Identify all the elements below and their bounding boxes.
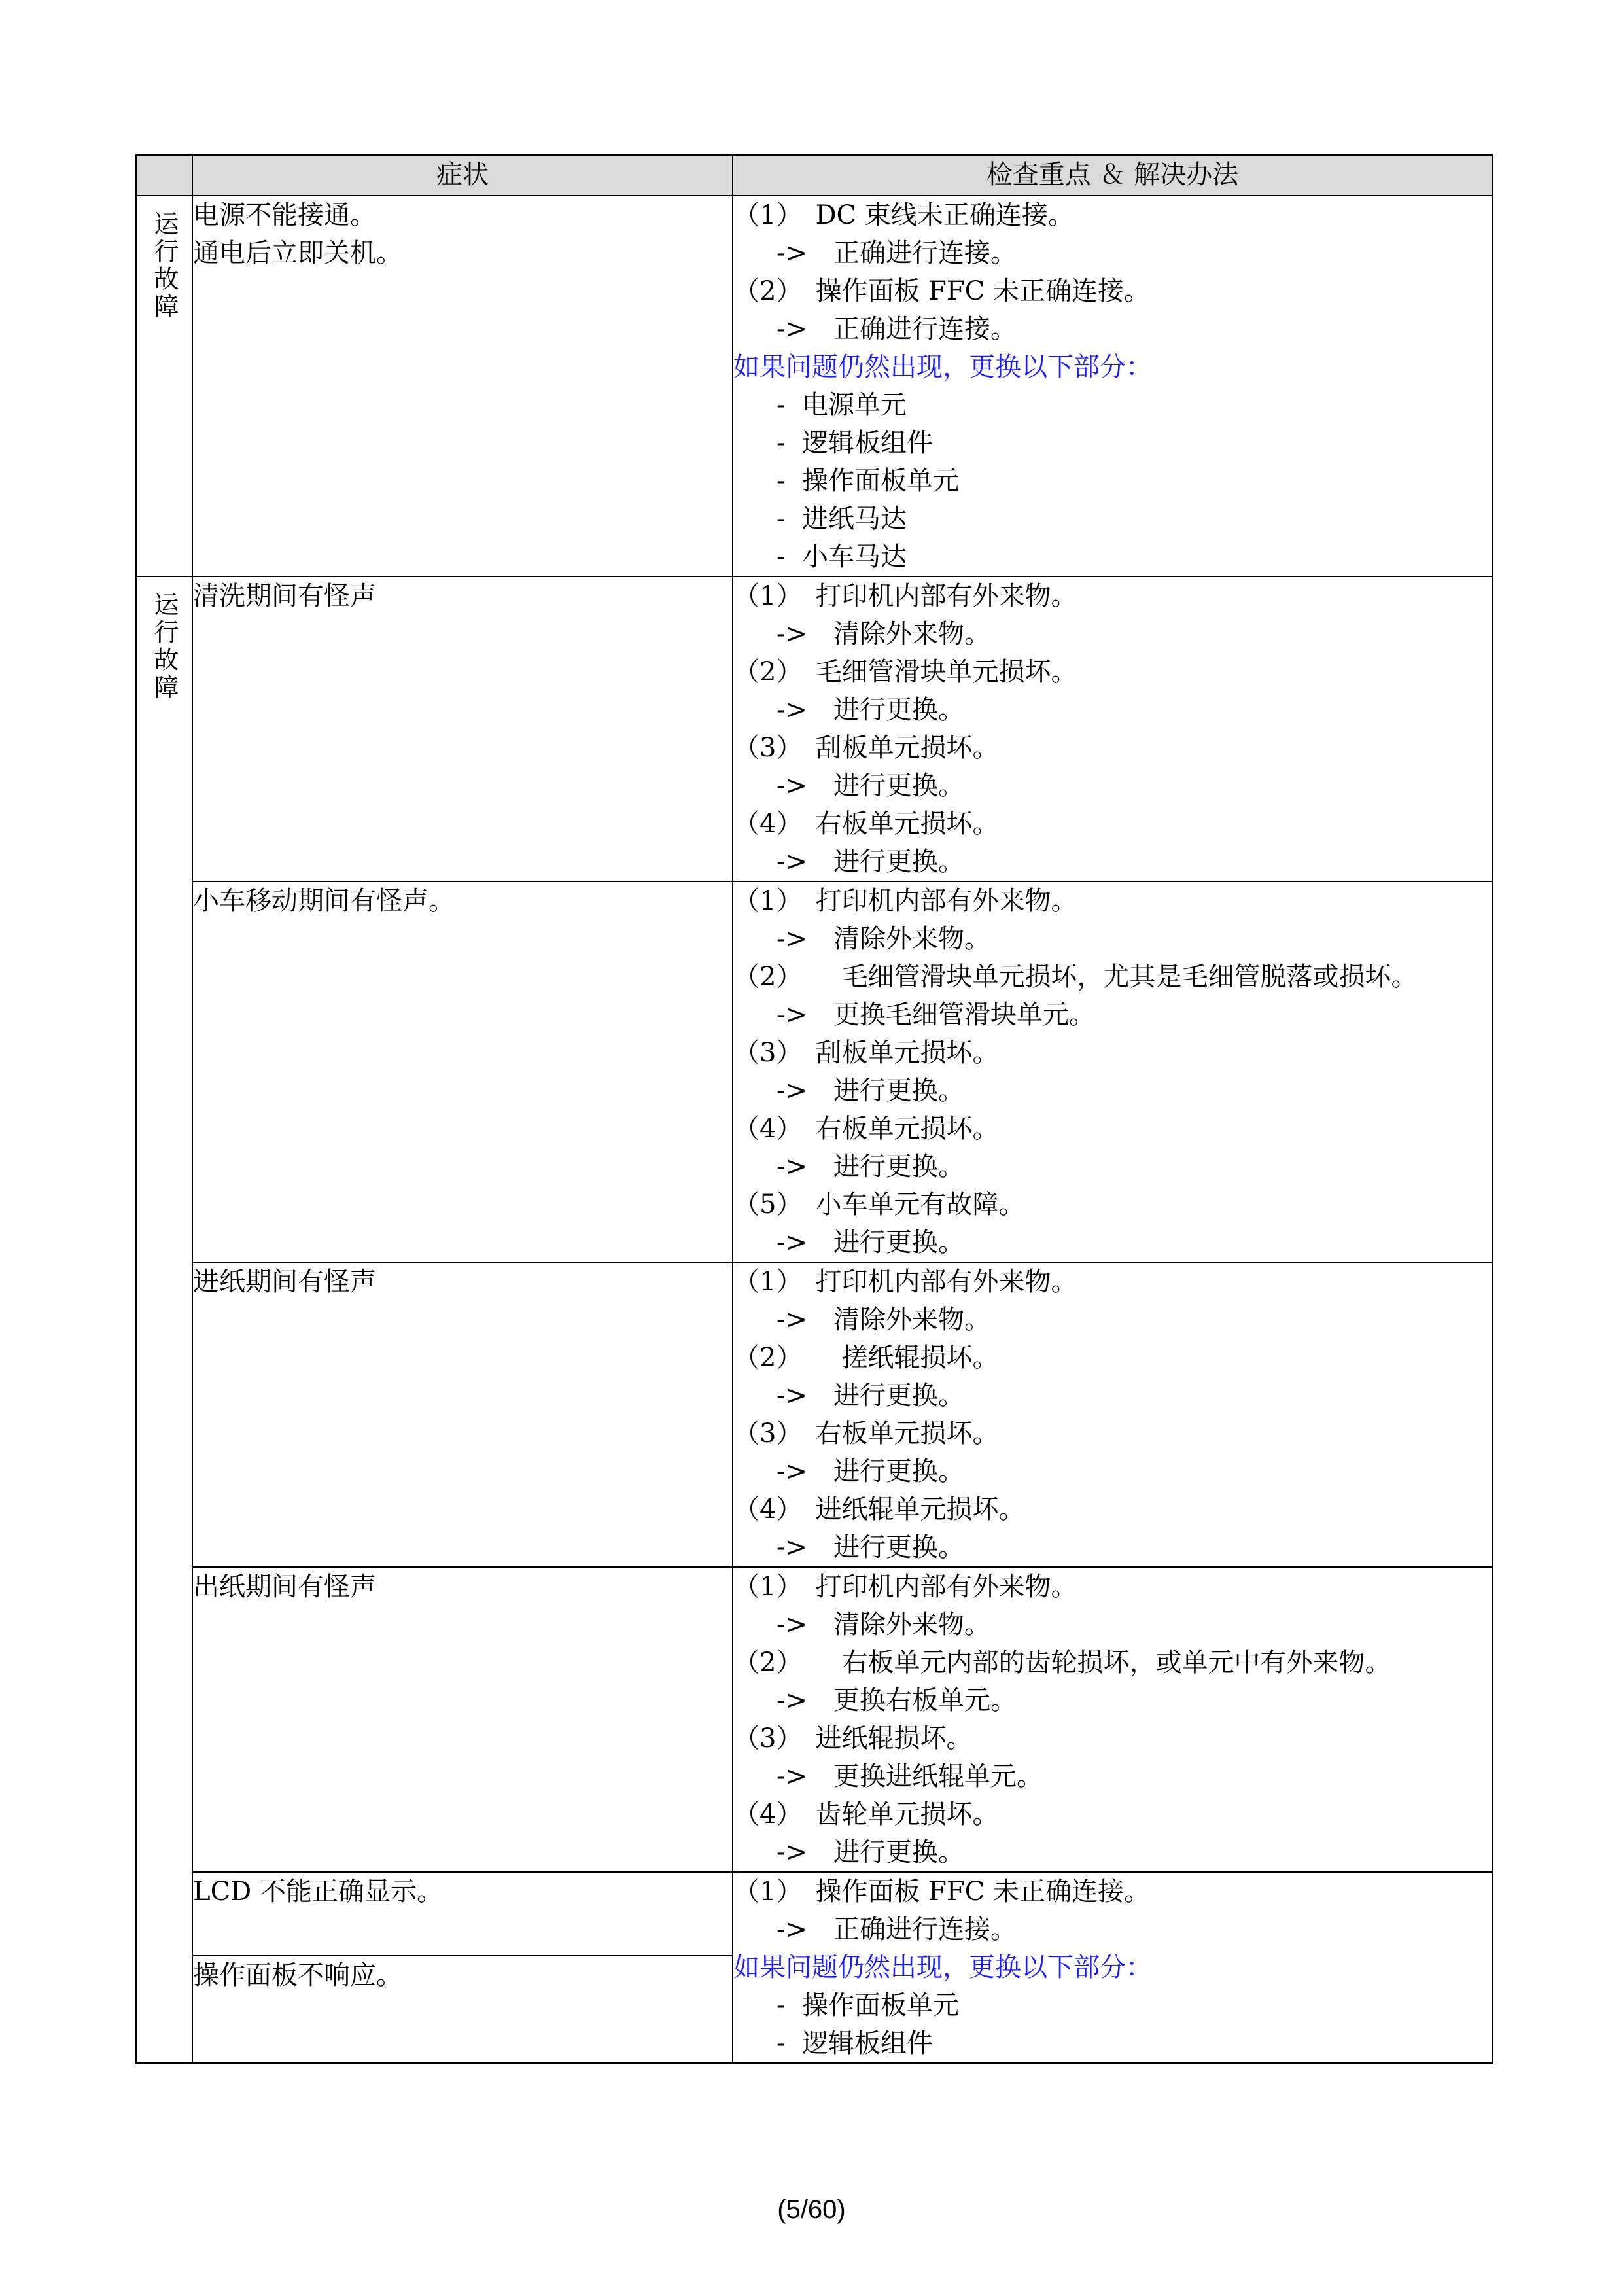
solution-step: - 逻辑板组件 (777, 2028, 933, 2058)
solution-step: -> 进行更换。 (777, 1837, 965, 1867)
check-item: （1） 打印机内部有外来物。 (733, 1572, 1077, 1602)
symptom-text: 操作面板不响应。 (193, 1960, 402, 1990)
replacement-note: 如果问题仍然出现，更换以下部分： (733, 1952, 1152, 1983)
check-item: （2） 毛细管滑块单元损坏，尤其是毛细管脱落或损坏。 (733, 962, 1418, 992)
symptom-text: 进纸期间有怪声 (193, 1267, 376, 1297)
table-row (136, 196, 1492, 576)
solution-step: - 电源单元 (777, 390, 907, 420)
table-header-row (136, 155, 1492, 196)
check-item: （1） 打印机内部有外来物。 (733, 886, 1077, 916)
solution-step: -> 进行更换。 (777, 1152, 965, 1182)
symptom-text: 电源不能接通。 (193, 200, 376, 230)
solution-step: -> 进行更换。 (777, 1227, 965, 1258)
table-row (136, 1262, 1492, 1567)
symptom-cell (192, 881, 733, 1262)
symptom-cell (192, 576, 733, 881)
solution-cell (733, 1567, 1492, 1872)
solution-step: -> 进行更换。 (777, 1381, 965, 1411)
solution-header: 检查重点 ＆ 解决办法 (733, 155, 1492, 196)
check-item: （1） 打印机内部有外来物。 (733, 1267, 1077, 1297)
table-row (136, 881, 1492, 1262)
symptom-text: 出纸期间有怪声 (193, 1572, 376, 1602)
last-solution-cell (733, 1872, 1492, 2063)
check-item: （4） 齿轮单元损坏。 (733, 1799, 999, 1829)
symptom-cell (192, 1872, 733, 1956)
check-item: （4） 右板单元损坏。 (733, 1114, 999, 1144)
table-body (136, 196, 1492, 2063)
solution-step: -> 更换进纸辊单元。 (777, 1761, 1043, 1792)
check-item: （1） 操作面板 FFC 未正确连接。 (733, 1877, 1150, 1907)
table-row (136, 1872, 1492, 1956)
solution-step: -> 清除外来物。 (777, 619, 991, 649)
symptom-text: 清洗期间有怪声 (193, 581, 376, 611)
category-cell-power (136, 196, 192, 576)
solution-step: -> 清除外来物。 (777, 924, 991, 954)
solution-step: -> 进行更换。 (777, 847, 965, 877)
solution-step: -> 更换毛细管滑块单元。 (777, 1000, 1096, 1030)
solution-step: - 操作面板单元 (777, 466, 959, 496)
symptom-header: 症状 (192, 155, 733, 196)
check-item: （1） DC 束线未正确连接。 (733, 200, 1074, 230)
solution-step: - 小车马达 (777, 542, 907, 572)
symptom-cell (192, 1567, 733, 1872)
solution-step: -> 进行更换。 (777, 1076, 965, 1106)
solution-step: -> 进行更换。 (777, 771, 965, 801)
solution-cell (733, 1262, 1492, 1567)
check-item: （2） 搓纸辊损坏。 (733, 1343, 999, 1373)
check-item: （2） 操作面板 FFC 未正确连接。 (733, 276, 1150, 306)
symptom-cell (192, 1956, 733, 2063)
table-row (136, 576, 1492, 881)
solution-step: -> 正确进行连接。 (777, 314, 1017, 344)
solution-step: -> 正确进行连接。 (777, 238, 1017, 268)
solution-cell (733, 576, 1492, 881)
solution-step: -> 清除外来物。 (777, 1305, 991, 1335)
check-item: （2） 右板单元内部的齿轮损坏，或单元中有外来物。 (733, 1648, 1391, 1678)
solution-step: -> 进行更换。 (777, 1532, 965, 1563)
solution-step: -> 进行更换。 (777, 695, 965, 725)
category-label: 运行故障 (150, 592, 179, 701)
category-header-cell (136, 155, 192, 196)
table-row (136, 1567, 1492, 1872)
category-cell-noise (136, 576, 192, 2063)
replacement-note: 如果问题仍然出现，更换以下部分： (733, 352, 1152, 382)
solution-cell (733, 196, 1492, 576)
solution-step: - 逻辑板组件 (777, 428, 933, 458)
check-item: （4） 进纸辊单元损坏。 (733, 1494, 1025, 1525)
troubleshooting-table (135, 154, 1493, 2064)
page-number: (5/60) (777, 2195, 846, 2224)
check-item: （4） 右板单元损坏。 (733, 809, 999, 839)
solution-step: -> 进行更换。 (777, 1457, 965, 1487)
solution-step: -> 更换右板单元。 (777, 1686, 1017, 1716)
category-label: 运行故障 (150, 211, 179, 321)
symptom-text: 通电后立即关机。 (193, 238, 402, 268)
solution-step: -> 清除外来物。 (777, 1610, 991, 1640)
solution-step: - 进纸马达 (777, 504, 907, 534)
symptom-cell (192, 1262, 733, 1567)
solution-cell (733, 881, 1492, 1262)
check-item: （5） 小车单元有故障。 (733, 1190, 1025, 1220)
check-item: （3） 进纸辊损坏。 (733, 1723, 973, 1754)
symptom-cell (192, 196, 733, 576)
symptom-text: LCD 不能正确显示。 (193, 1877, 443, 1907)
solution-step: -> 正确进行连接。 (777, 1915, 1017, 1945)
symptom-text: 小车移动期间有怪声。 (193, 886, 455, 916)
solution-step: - 操作面板单元 (777, 1990, 959, 2021)
check-item: （3） 刮板单元损坏。 (733, 1038, 999, 1068)
check-item: （3） 右板单元损坏。 (733, 1419, 999, 1449)
check-item: （2） 毛细管滑块单元损坏。 (733, 657, 1077, 687)
check-item: （1） 打印机内部有外来物。 (733, 581, 1077, 611)
check-item: （3） 刮板单元损坏。 (733, 733, 999, 763)
